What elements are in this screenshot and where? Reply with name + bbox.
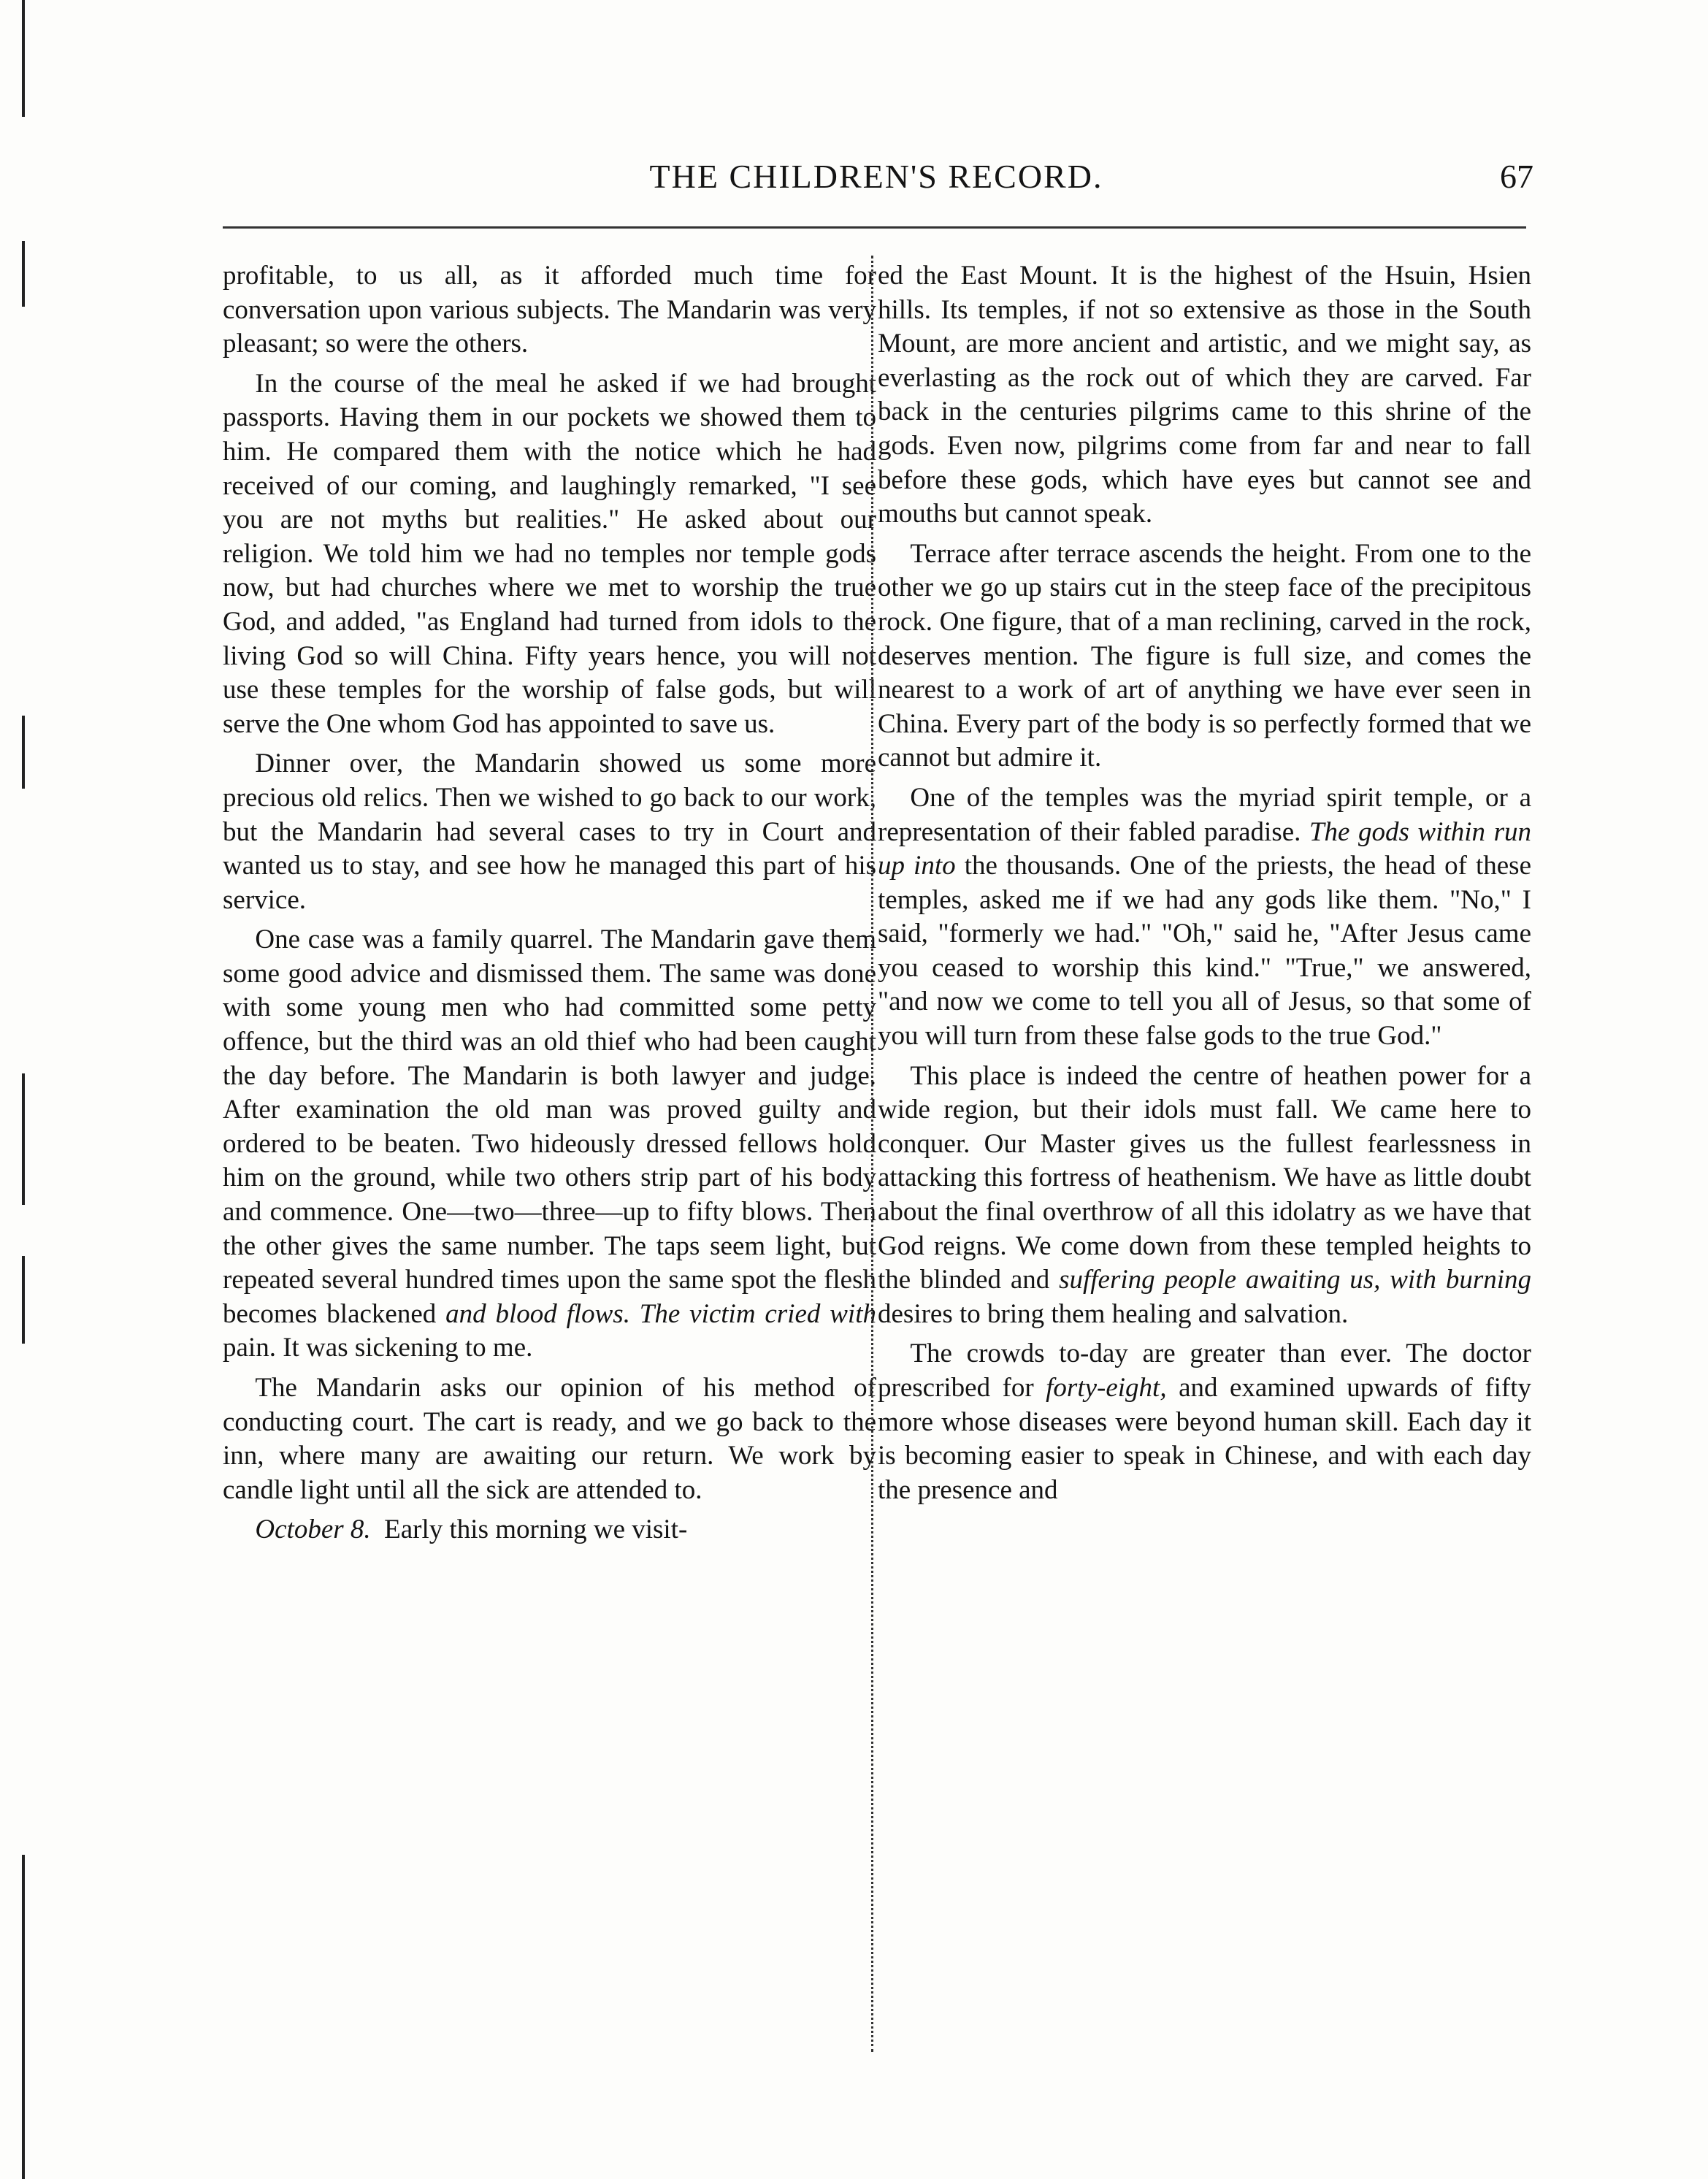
paragraph-text: This place is indeed the centre of heathen power for a wide region, but their idols must fall. We came here to conquer. Our Master gives us the fullest fearlessness in attacking this fortress of heathenism. We have as little doubt about the final overthrow of all this idolatry as we have that God reigns. We come down from these templed heights to the blinded and — [878, 1060, 1531, 1295]
paragraph-text: Early this morning we visit- — [384, 1514, 688, 1545]
paragraph: The Mandarin asks our opinion of his method of conducting court. The cart is ready, and we go back to the inn, where many are awaiting our return. We work by candle light until all the sick are attended to. — [223, 1373, 876, 1505]
paragraph — [223, 923, 876, 1366]
page-header — [219, 157, 1533, 201]
paragraph: In the course of the meal he asked if we had brought passports. Having them in our pockets we showed them to him. He compared them with the notice which he had received of our coming, and laughingly remarked, "I see you are not myths but realities." He asked about our religion. We told him we had no temples nor temple gods now, but had churches where we met to worship the true God, and added, "as England had turned from idols to the living God so will China. Fifty years hence, you will not use these temples for the worship of false gods, but will serve the One whom God has appointed to save us. — [223, 368, 876, 739]
margin-rule-middle — [22, 716, 25, 789]
paragraph-text: One of the temples was the myriad spirit temple, or a representation of their fabled paradise. — [878, 782, 1531, 847]
paragraph: ed the East Mount. It is the highest of the Hsuin, Hsien hills. Its temples, if not so extensive as those in the South Mount, are more ancient and artistic, and we might say, as everlasting as the rock out of which they are carved. Far back in the centuries pilgrims came to this shrine of the gods. Even now, pilgrims come from far and near to fall before these gods, which have eyes but cannot see and mouths but cannot speak. — [878, 261, 1531, 529]
paragraph — [878, 1060, 1531, 1332]
paragraph — [878, 1337, 1531, 1507]
paragraph-text: and examined upwards of fifty more whose diseases were beyond human skill. Each day it is becoming easier to speak in Chinese, and with each day the presence and — [878, 1373, 1532, 1505]
paragraph-text: desires to bring them healing and salvation. — [878, 1298, 1349, 1329]
paragraph — [878, 781, 1531, 1054]
paragraph — [223, 1513, 876, 1547]
left-column — [223, 259, 876, 1547]
margin-rule-top — [22, 0, 25, 117]
paragraph-text: pain. It was sickening to me. — [223, 1333, 533, 1363]
italic-text: forty-eight, — [1046, 1373, 1167, 1403]
italic-text: suffering people awaiting us, with burning — [1059, 1265, 1531, 1295]
page-number: 67 — [1500, 158, 1533, 195]
paragraph-text: One case was a family quarrel. The Mandarin gave them some good advice and dismissed them. The same was done with some young men who had committed some petty offence, but the third was an old thief who had been caught the day before. The Mandarin is both lawyer and judge. After examination the old man was proved guilty and ordered to be beaten. Two hideously dressed fellows hold him on the ground, while two others strip part of his body and commence. One—two—three—up to fifty blows. Then the other gives the same number. The taps seem light, but repeated several hundred times upon the same spot the flesh becomes blackened — [223, 924, 876, 1329]
column-divider — [871, 256, 873, 2052]
entry-date: October 8. — [255, 1514, 371, 1545]
header-rule — [223, 226, 1526, 229]
italic-text: The gods within run up into — [878, 816, 1531, 881]
paragraph: Terrace after terrace ascends the height. From one to the other we go up stairs cut in the steep face of the precipitous rock. One figure, that of a man reclining, carved in the rock, deserves mention. The figure is full size, and comes the nearest to a work of art of anything we have ever seen in China. Every part of the body is so perfectly formed that we cannot but admire it. — [878, 538, 1531, 773]
margin-rule-bottom — [22, 1855, 25, 2179]
paragraph: Dinner over, the Mandarin showed us some more precious old relics. Then we wished to go back to our work, but the Mandarin had several cases to try in Court and wanted us to stay, and see how he managed this part of his service. — [223, 748, 876, 915]
margin-rule-lower — [22, 1073, 25, 1205]
margin-rule-upper — [22, 241, 25, 307]
running-title: THE CHILDREN'S RECORD. — [649, 158, 1103, 195]
paragraph: profitable, to us all, as it afforded much time for conversation upon various subjects. The Mandarin was very pleasant; so were the others. — [223, 261, 876, 359]
paragraph-text: the thousands. One of the priests, the head of these temples, asked me if we had any gods like them. "No," I said, "formerly we had." "Oh," said he, "After Jesus came you ceased to worship this kind." "True," we answered, "and now we come to tell you all of Jesus, so that some of you will turn from these false gods to the true God." — [878, 851, 1532, 1052]
italic-text: and blood flows. The victim cried with — [445, 1298, 876, 1329]
right-column — [878, 259, 1531, 1507]
paragraph-text: The crowds to-day are greater than ever. The doctor prescribed for — [878, 1339, 1531, 1403]
margin-rule-lower-2 — [22, 1256, 25, 1344]
